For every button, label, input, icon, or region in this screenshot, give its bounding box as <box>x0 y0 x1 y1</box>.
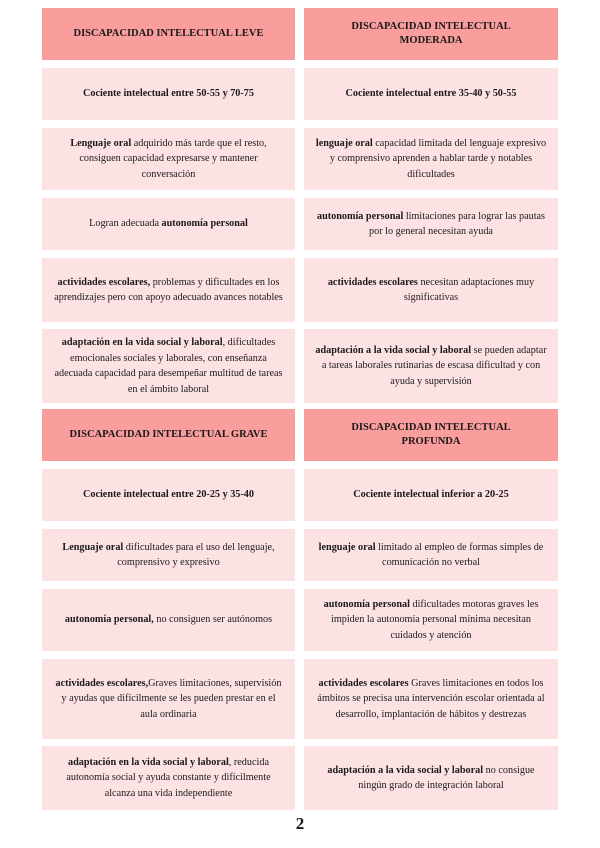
grave-lenguaje-cell: Lenguaje oral dificultades para el uso del lenguaje, comprensivo y expresivo <box>42 529 295 581</box>
header-moderada: DISCAPACIDAD INTELECTUAL MODERADA <box>304 8 558 60</box>
moderada-escolares-cell: actividades escolares necesitan adaptaciones muy significativas <box>304 258 558 322</box>
page-number: 2 <box>295 814 305 833</box>
leve-escolares-cell: actividades escolares, problemas y dificultades en los aprendizajes pero con apoyo adecuado avances notables <box>42 258 295 322</box>
moderada-cociente-cell: Cociente intelectual entre 35-40 y 50-55 <box>304 68 558 120</box>
profunda-autonomia-cell: autonomía personal dificultades motoras graves les impiden la autonomía personal mínima necesitan cuidados y atención <box>304 589 558 651</box>
leve-cociente-cell: Cociente intelectual entre 50-55 y 70-75 <box>42 68 295 120</box>
grave-adaptacion-cell: adaptación en la vida social y laboral, reducida autonomía social y ayuda constante y difícilmente alcanza una vida independiente <box>42 746 295 810</box>
grave-escolares-cell: actividades escolares,Graves limitaciones, supervisión y ayudas que difícilmente se les pueden prestar en el aula ordinaria <box>42 659 295 739</box>
leve-lenguaje-cell: Lenguaje oral adquirido más tarde que el resto, consiguen capacidad expresarse y mantener conversación <box>42 128 295 190</box>
leve-adaptacion-cell: adaptación en la vida social y laboral, dificultades emocionales sociales y laborales, con enseñanza adecuada capacidad para desempeñar multitud de tareas en el ámbito laboral <box>42 329 295 403</box>
header-profunda: DISCAPACIDAD INTELECTUAL PROFUNDA <box>304 409 558 461</box>
header-grave: DISCAPACIDAD INTELECTUAL GRAVE <box>42 409 295 461</box>
profunda-escolares-cell: actividades escolares Graves limitaciones en todos los ámbitos se precisa una intervención escolar orientada al desarrollo, implantación de hábitos y destrezas <box>304 659 558 739</box>
profunda-cociente-cell: Cociente intelectual inferior a 20-25 <box>304 469 558 521</box>
moderada-autonomia-cell: autonomía personal limitaciones para lograr las pautas por lo general necesitan ayuda <box>304 198 558 250</box>
profunda-lenguaje-cell: lenguaje oral limitado al empleo de formas simples de comunicación no verbal <box>304 529 558 581</box>
grave-cociente-cell: Cociente intelectual entre 20-25 y 35-40 <box>42 469 295 521</box>
moderada-adaptacion-cell: adaptación a la vida social y laboral se pueden adaptar a tareas laborales rutinarias de escasa dificultad y con ayuda y supervisión <box>304 329 558 403</box>
profunda-adaptacion-cell: adaptación a la vida social y laboral no consigue ningún grado de integración laboral <box>304 746 558 810</box>
header-leve: DISCAPACIDAD INTELECTUAL LEVE <box>42 8 295 60</box>
leve-autonomia-cell: Logran adecuada autonomía personal <box>42 198 295 250</box>
moderada-lenguaje-cell: lenguaje oral capacidad limitada del lenguaje expresivo y comprensivo aprenden a hablar tarde y notables dificultades <box>304 128 558 190</box>
grave-autonomia-cell: autonomía personal, no consiguen ser autónomos <box>42 589 295 651</box>
